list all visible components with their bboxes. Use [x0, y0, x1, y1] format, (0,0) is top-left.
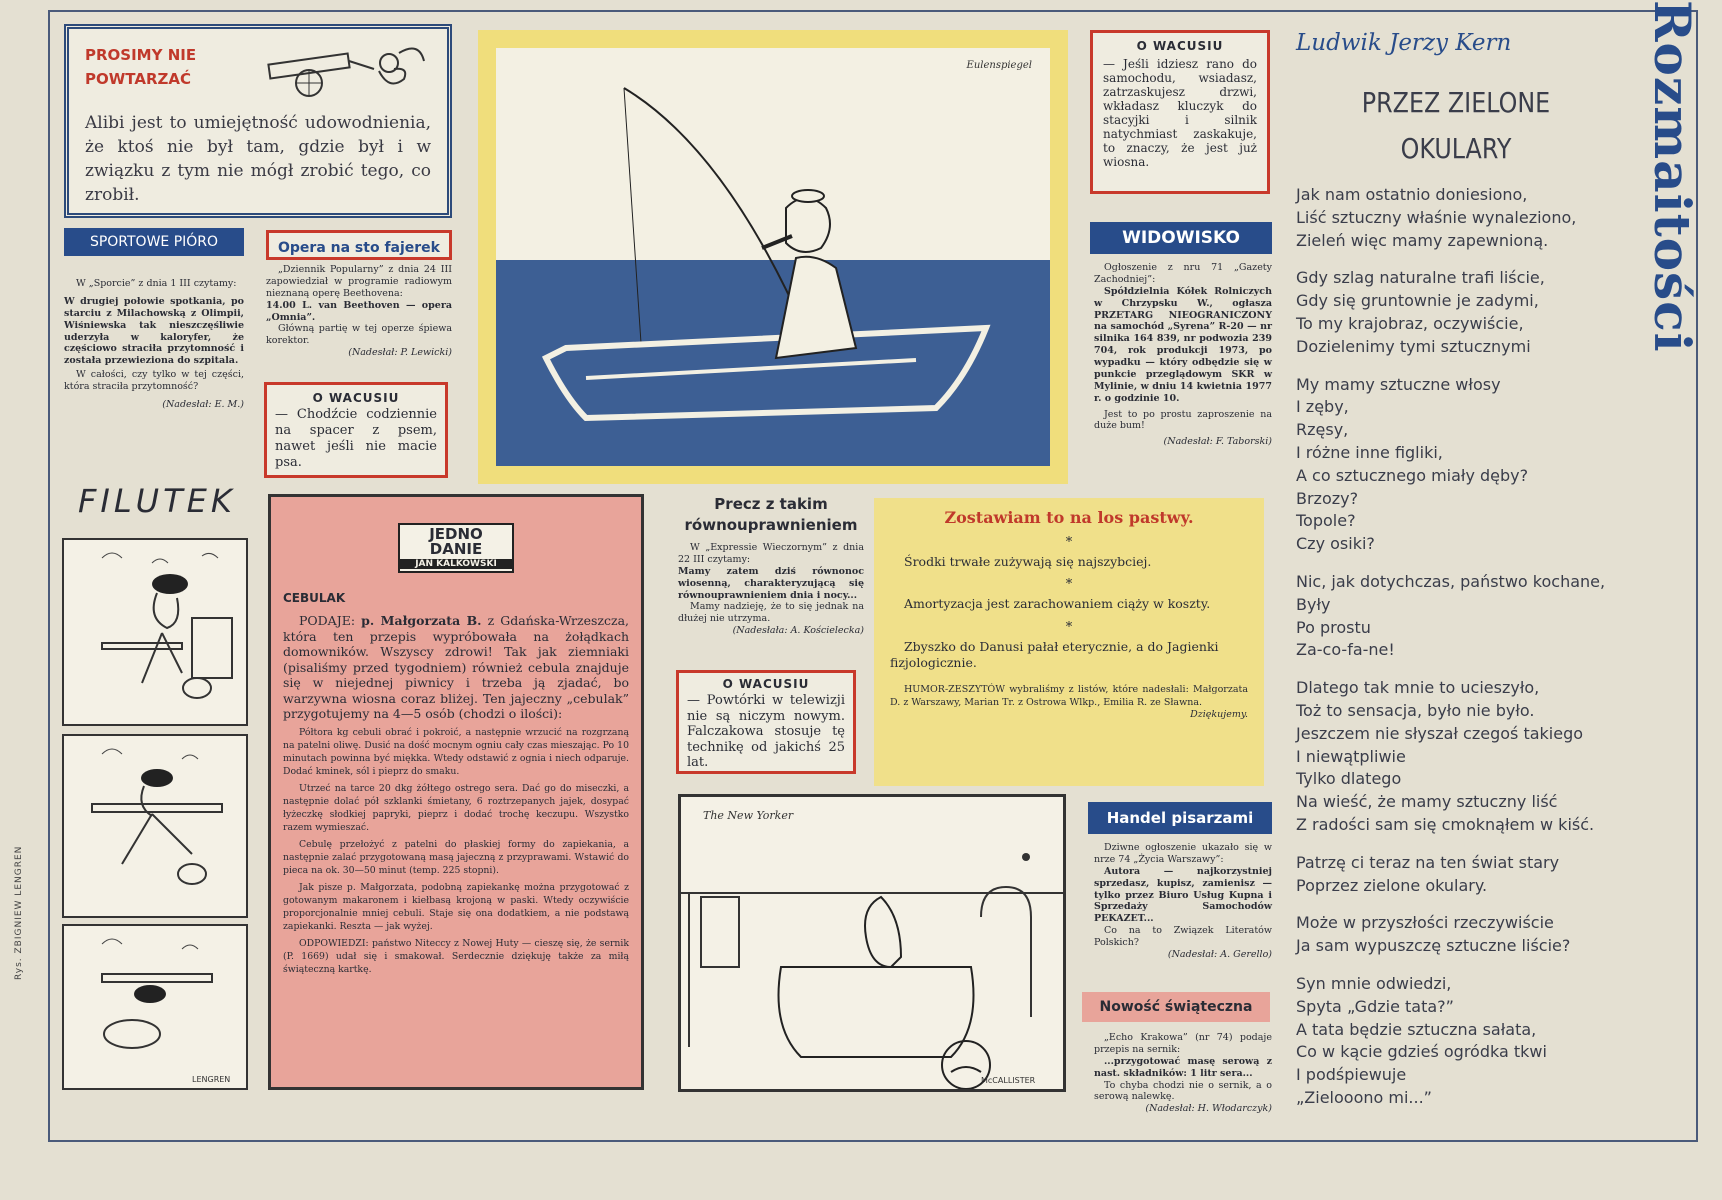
poem-stanza [1296, 184, 1641, 252]
prosimy-title: PROSIMY NIE POWTARZAĆ [85, 46, 197, 88]
cannon-cherub-illustration [249, 41, 439, 101]
zostawiam-item-3: Zbyszko do Danusi pałał eterycznie, a do Jagienki fizjologicznie. [890, 639, 1219, 670]
poem-line: To my krajobraz, oczywiście, [1296, 313, 1524, 333]
filutek-comic [62, 538, 248, 1088]
cebulak-answers: ODPOWIEDZI: państwo Niteccy z Nowej Huty — cieszę się, że sernik (P. 1669) udał się i smakował. Serdecznie dziękuję także za miłą świąteczną kartkę. [283, 937, 629, 975]
bathtub-cartoon [678, 794, 1066, 1092]
poem-line: Tylko dlatego [1296, 769, 1402, 789]
cebulak-step-4: Jak pisze p. Małgorzata, podobną zapiekankę można przygotować z gotowanym makaronem i kiełbasą krojoną w paski. Wtedy oczywiście proporcjonalnie mniej cebuli. Staje się ona dodatkiem, a nie podstawą zapiekanki. Reszta — jak wyżej. [283, 881, 629, 932]
poem-line: Poprzez zielone okulary. [1296, 875, 1488, 895]
nowosc-title: Nowość świąteczna [1082, 992, 1270, 1022]
precz-body: W „Expressie Wieczornym” z dnia 22 III czytamy: Mamy zatem dziś równonoc wiosenną, charakteryzującą się równouprawnieniem dnia i nocy... Mamy nadzieję, że to się jednak na dłużej nie utrzyma. (Nadesłała: A. Kościelecka) [678, 542, 864, 637]
poem-line: Co w kącie gdzieś ogródka tkwi [1296, 1042, 1547, 1062]
poem-line: Za-co-fa-ne! [1296, 640, 1395, 660]
poem-line: Z radości sam się cmoknąłem w kiść. [1296, 814, 1595, 834]
precz-title: Precz z takim równouprawnieniem [684, 495, 858, 534]
filutek-signature: LENGREN [192, 1075, 231, 1084]
poem-line: Ja sam wypuszczę sztuczne liście? [1296, 936, 1571, 956]
cebulak-step-2: Utrzeć na tarce 20 dkg żółtego ostrego sera. Dać go do miseczki, a następnie dolać pół szklanki śmietany, 6 roztrzepanych jajek, dosypać łyżeczkę słodkiej papryki, pieprz i dodać trochę keczupu. Wszystko razem wymieszać. [283, 782, 629, 833]
cartoon1-source: Eulenspiegel [966, 60, 1032, 71]
poem-stanza [1296, 571, 1641, 662]
nowosc-body: „Echo Krakowa” (nr 74) podaje przepis na sernik: ...przygotować masę serową z nast. składników: 1 litr sera... To chyba chodzi nie o sernik, a o serową nalewkę. (Nadesłał: H. Włodarczyk) [1094, 1032, 1272, 1115]
poem-line: Na wieść, że mamy sztuczny liść [1296, 792, 1558, 812]
poem-line: Były [1296, 594, 1331, 614]
poem-line: Zieleń więc mamy zapewnioną. [1296, 230, 1549, 250]
filutek-title: FILUTEK [78, 482, 236, 520]
cebulak-step-1: Półtora kg cebuli obrać i pokroić, a następnie wrzucić na rozgrzaną na patelni oliwę. Dusić na dość mocnym ogniu cały czas mieszając. Po 10 minutach powinna być miękka. Wtedy odstawić z ognia i niech odparuje. Dodać kminek, sól i pieprz do smaku. [283, 726, 629, 777]
poem-line: Syn mnie odwiedzi, [1296, 973, 1452, 993]
poem-stanza [1296, 267, 1641, 358]
poem-stanza [1296, 852, 1641, 898]
sportowe-body: W „Sporcie” z dnia 1 III czytamy: W drugiej połowie spotkania, po starciu z Milachowską z Olimpii, Wiśniewska tak nieszczęśliwie uderzyła w kaloryfer, że częściowo straciła przytomność i została przewieziona do szpitala. W całości, czy tylko w tej części, która straciła przytomność? (Nadesłał: E. M.) [64, 278, 244, 410]
poem-line: Rzęsy, [1296, 420, 1349, 440]
poem-line: Toż to sensacja, było nie było. [1296, 700, 1535, 720]
handel-title: Handel pisarzami [1088, 802, 1272, 834]
poem-line: Jeszczem nie słyszał czegoś takiego [1296, 723, 1584, 743]
handel-body: Dziwne ogłoszenie ukazało się w nrze 74 „Życia Warszawy”: Autora — najkorzystniej sprzedasz, kupisz, zamienisz — tylko przez Biuro Usług Kupna i Sprzedaży Samochodów PEKAZET... Co na to Związek Literatów Polskich? (Nadesłał: A. Gerello) [1094, 842, 1272, 960]
bathtub-illustration [681, 797, 1063, 1089]
poem-line: Brzozy? [1296, 488, 1359, 508]
opera-body: „Dziennik Popularny” z dnia 24 III zapowiedział w programie radiowym nieznaną operę Beethovena: 14.00 L. van Beethoven — opera „Omnia”. Główną partię w tej operze śpiewa korektor. (Nadesłał: P. Lewicki) [266, 264, 452, 359]
wacus-box-3: O WACUSIU — Powtórki w telewizji nie są niczym nowym. Falczakowa stosuje tę technikę od jakichś 25 lat. [676, 670, 856, 774]
poem-line: I różne inne figliki, [1296, 442, 1443, 462]
masthead: Rozmaitości [1643, 0, 1702, 353]
opera-title: Opera na sto fajerek [266, 230, 452, 260]
widowisko-title: WIDOWISKO [1090, 222, 1272, 254]
wacus-box-2: O WACUSIU — Jeśli idziesz rano do samochodu, wsiadasz, zatrzaskujesz drzwi, wkładasz kluczyk do stacyjki i silnik natychmiast zaskakuje, to znaczy, że jest już wiosna. [1090, 30, 1270, 194]
poem-line: Jak nam ostatnio doniesiono, [1296, 185, 1528, 204]
poem-line: Liść sztuczny właśnie wynaleziono, [1296, 207, 1577, 227]
cebulak-title: CEBULAK [283, 591, 346, 605]
boat-fisherman-illustration [496, 48, 1050, 466]
poem-line: A tata będzie sztuczna sałata, [1296, 1019, 1537, 1039]
zostawiam-title: Zostawiam to na los pastwy. [944, 508, 1194, 527]
poem-line: Dozielenimy tymi sztucznymi [1296, 336, 1531, 356]
poem-line: Spyta „Gdzie tata?” [1296, 996, 1454, 1016]
zostawiam-footer: HUMOR-ZESZYTÓW wybraliśmy z listów, które nadesłali: Małgorzata D. z Warszawy, Marian Tr. z Ostrowa Wlkp., Emilia R. ze Sławna. [890, 684, 1248, 708]
fisherman-cartoon [478, 30, 1068, 484]
poem-line: Patrzę ci teraz na ten świat stary [1296, 852, 1560, 872]
poem-line: Czy osiki? [1296, 534, 1375, 554]
filutek-panel-3 [62, 924, 248, 1094]
poem-stanza [1296, 973, 1641, 1110]
poem-line: I niewątpliwie [1296, 746, 1406, 766]
poem-line: My mamy sztuczne włosy [1296, 374, 1501, 394]
poem-title: PRZEZ ZIELONE OKULARY [1361, 86, 1551, 165]
poem-line: I zęby, [1296, 397, 1349, 417]
poem-stanza [1296, 912, 1641, 958]
poem-line: Po prostu [1296, 617, 1371, 637]
poem-line: Topole? [1296, 511, 1356, 531]
sportowe-title: SPORTOWE PIÓRO [64, 228, 244, 256]
prosimy-box [64, 24, 452, 218]
poem-line: I podśpiewuje [1296, 1065, 1407, 1085]
illustration-credit: Rys. ZBIGNIEW LENGREN [14, 845, 24, 980]
cartoon2-source: The New Yorker [703, 809, 794, 822]
poem-line: A co sztucznego miały dęby? [1296, 465, 1529, 485]
jedno-danie-logo: JEDNO DANIE JAN KALKOWSKI [398, 523, 514, 573]
poem-line: Nic, jak dotychczas, państwo kochane, [1296, 571, 1606, 591]
poem-line: Gdy się gruntownie je zadymi, [1296, 291, 1539, 311]
cebulak-step-3: Cebulę przełożyć z patelni do płaskiej formy do zapiekania, a następnie zalać przygotowaną masą jajeczną z przyprawami. Wstawić do pieca na ok. 30—50 minut (temp. 225 stopni). [283, 838, 629, 876]
zostawiam-item-1: Środki trwałe zużywają się najszybciej. [904, 554, 1152, 569]
filutek-panel-1 [62, 538, 248, 728]
jedno-danie-box [268, 494, 644, 1090]
cebulak-intro: PODAJE: p. Małgorzata B. z Gdańska-Wrzeszcza, która ten przepis wypróbowała na żołądkach domowników. Wszyscy zdrowi! Tak jak ziemniaki (pisaliśmy przed tygodniem) również cebula znajduje się w niejednej piwnicy i trzeba ją zjadać, bo warzywna wiosna coraz bliżej. Ten jajeczny „cebulak” przygotujemy na 4—5 osób (chodzi o ilości): [283, 613, 630, 721]
precz-section [678, 494, 864, 637]
filutek-panel-2 [62, 734, 248, 920]
zostawiam-item-2: Amortyzacja jest zarachowaniem ciąży w koszty. [904, 596, 1211, 611]
poem-author: Ludwik Jerzy Kern [1296, 30, 1512, 56]
zostawiam-box: Zostawiam to na los pastwy. * Środki trwałe zużywają się najszybciej. * Amortyzacja jest zarachowaniem ciąży w koszty. * Zbyszko do Danusi pałał eterycznie, a do Jagienki fizjologicznie. HUMOR-ZESZYTÓW wybraliśmy z listów, które nadesłali: Małgorzata D. z Warszawy, Marian Tr. z Ostrowa Wlkp., Emilia R. ze Sławna. Dziękujemy. [874, 498, 1264, 786]
prosimy-text: Alibi jest to umiejętność udowodnienia, że ktoś nie był tam, gdzie był i w związku z tym nie mógł zrobić tego, co zrobił. [85, 113, 431, 205]
poem-stanza [1296, 374, 1641, 556]
poem-stanza [1296, 677, 1641, 837]
poem-line: Może w przyszłości rzeczywiście [1296, 913, 1554, 933]
widowisko-body: Ogłoszenie z nru 71 „Gazety Zachodniej”: Spółdzielnia Kółek Rolniczych w Chrzypsku W., ogłasza PRZETARG NIEOGRANICZONY na samochód „Syrena” R-20 — nr silnika 164 839, nr podwozia 239 704, rok produkcji 1973, po wypadku — który odbędzie się w punkcie przeglądowym SKR w Mylinie, w dniu 14 kwietnia 1977 r. o godzinie 10. Jest to po prostu zaproszenie na duże bum! (Nadesłał: F. Taborski) [1094, 262, 1272, 448]
poem-body [1296, 184, 1641, 1125]
cartoon2-signature: McCALLISTER [981, 1076, 1036, 1085]
poem-line: „Zielooono mi...” [1296, 1087, 1432, 1107]
poem-line: Gdy szlag naturalne trafi liście, [1296, 268, 1545, 288]
poem-line: Dlatego tak mnie to ucieszyło, [1296, 678, 1540, 698]
wacus-box-1: O WACUSIU — Chodźcie codziennie na spacer z psem, nawet jeśli nie macie psa. [264, 382, 448, 478]
